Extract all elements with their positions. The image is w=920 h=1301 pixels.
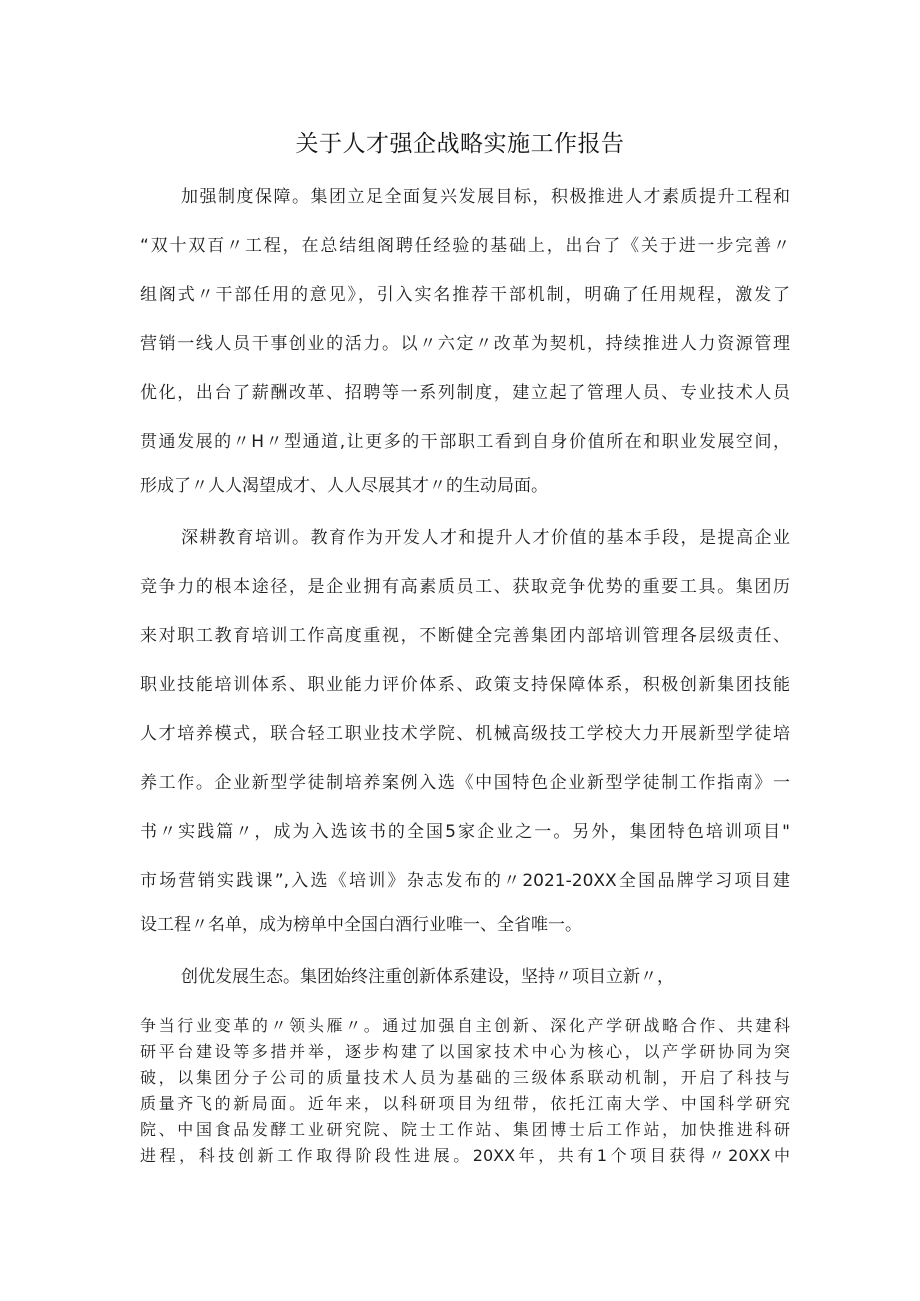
paragraph-1-line-2: “双十双百〃工程，在总结组阁聘任经验的基础上，出台了《关于进一步完善〃	[140, 236, 790, 256]
paragraph-4-line-1: 争当行业变革的〃领头雁〃。通过加强自主创新、深化产学研战略合作、共建科	[140, 1016, 790, 1035]
paragraph-1-line-3: 组阁式〃干部任用的意见》，引入实名推荐干部机制，明确了任用规程，激发了	[140, 285, 790, 305]
paragraph-2-line-3: 来对职工教育培训工作高度重视，不断健全完善集团内部培训管理各层级责任、	[140, 626, 790, 646]
paragraph-4-line-5: 院、中国食品发酵工业研究院、院士工作站、集团博士后工作站，加快推进科研	[140, 1120, 790, 1139]
paragraph-1-line-7: 形成了〃人人渴望成才、人人尽展其才〃的生动局面。	[140, 476, 548, 496]
paragraph-4-line-3: 破，以集团分子公司的质量技术人员为基础的三级体系联动机制，开启了科技与	[140, 1068, 790, 1087]
paragraph-4-line-6: 进程，科技创新工作取得阶段性进展。20XX年，共有1个项目获得〃20XX中	[140, 1146, 790, 1165]
paragraph-3-line-1: 创优发展生态。集团始终注重创新体系建设，坚持〃项目立新〃，	[181, 967, 674, 987]
document-title: 关于人才强企战略实施工作报告	[295, 131, 625, 157]
paragraph-2-line-7: 书〃实践篇〃，成为入选该书的全国5家企业之一。另外，集团特色培训项目"	[140, 822, 790, 842]
paragraph-4-line-4: 质量齐飞的新局面。近年来，以科研项目为纽带，依托江南大学、中国科学研究	[140, 1094, 790, 1113]
paragraph-2-line-9: 设工程〃名单，成为榜单中全国白酒行业唯一、全省唯一。	[140, 915, 582, 935]
paragraph-1-line-5: 优化，出台了薪酬改革、招聘等一系列制度，建立起了管理人员、专业技术人员	[140, 383, 790, 403]
paragraph-1-line-4: 营销一线人员干事创业的活力。以〃六定〃改革为契机，持续推进人力资源管理	[140, 334, 790, 354]
paragraph-1-line-6: 贯通发展的〃H〃型通道,让更多的干部职工看到自身价值所在和职业发展空间，	[140, 432, 790, 452]
paragraph-2-line-6: 养工作。企业新型学徒制培养案例入选《中国特色企业新型学徒制工作指南》一	[140, 773, 790, 793]
paragraph-1-line-1: 加强制度保障。集团立足全面复兴发展目标，积极推进人才素质提升工程和	[181, 187, 790, 207]
paragraph-2-line-1: 深耕教育培训。教育作为开发人才和提升人才价值的基本手段，是提高企业	[181, 528, 790, 548]
paragraph-2-line-8: 市场营销实践课”,入选《培训》杂志发布的〃2021-20XX全国品牌学习项目建	[140, 871, 790, 891]
paragraph-2-line-5: 人才培养模式，联合轻工职业技术学院、机械高级技工学校大力开展新型学徒培	[140, 724, 790, 744]
paragraph-2-line-2: 竞争力的根本途径，是企业拥有高素质员工、获取竞争优势的重要工具。集团历	[140, 577, 790, 597]
paragraph-4-line-2: 研平台建设等多措并举，逐步构建了以国家技术中心为核心，以产学研协同为突	[140, 1042, 790, 1061]
paragraph-2-line-4: 职业技能培训体系、职业能力评价体系、政策支持保障体系，积极创新集团技能	[140, 675, 790, 695]
